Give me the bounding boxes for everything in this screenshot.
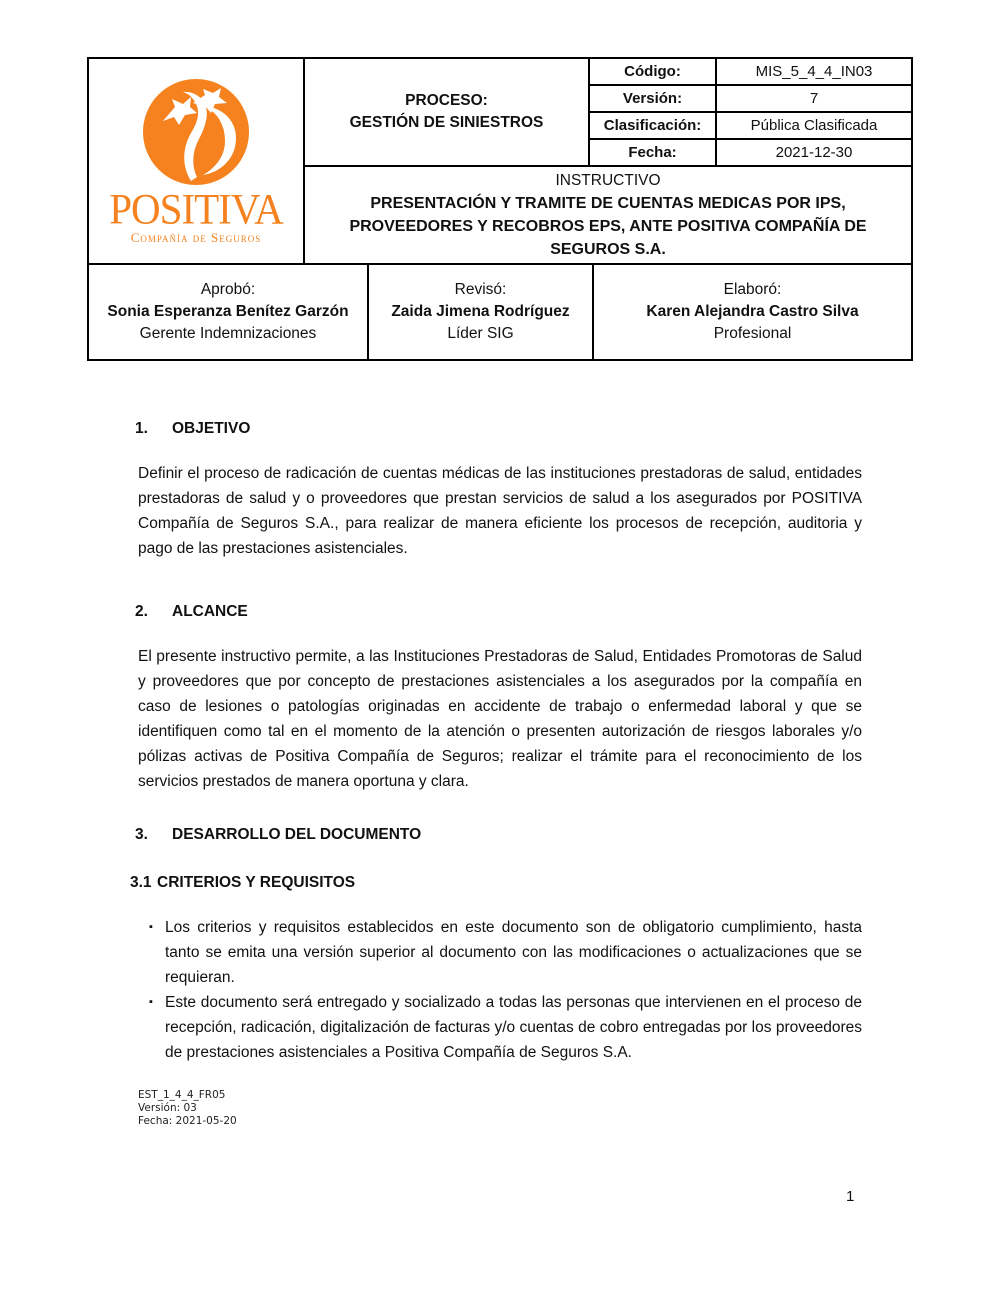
signatures-row [87,265,913,361]
meta-label-codigo: Código: [590,59,717,86]
signature-reviso [367,265,592,359]
meta-label-fecha: Fecha: [590,140,717,167]
document-header-table [87,57,913,265]
positiva-logo-icon [141,77,251,187]
document-title-cell [305,167,911,263]
list-item [138,990,862,1065]
section-heading-desarrollo [135,826,862,844]
signature-name: Karen Alejandra Castro Silva [646,303,859,320]
section-title: DESARROLLO DEL DOCUMENTO [172,826,422,843]
meta-value-clasificacion: Pública Clasificada [717,113,911,140]
process-name: GESTIÓN DE SINIESTROS [349,114,544,131]
signature-elaboro [592,265,911,359]
paragraph-alcance: El presente instructivo permite, a las Instituciones Prestadoras de Salud, Entidades Promotoras de Salud y proveedores que por concepto de prestaciones asistenciales a los asegurados por la compañía en caso de lesiones o patologías originadas en accidente de trabajo o enfermedad laboral y que se identifiquen como tal en el momento de la atención o presenten autorización de riesgos laborales y/o pólizas activas de Positiva Compañía de Seguros; realizar el trámite para el reconocimiento de los servicios prestados de manera oportuna y clara. [138,648,862,790]
footer-fine-print [138,1089,862,1128]
section-title: ALCANCE [172,603,248,620]
brand-wordmark: POSITIVA [109,184,283,234]
document-title: PRESENTACIÓN Y TRAMITE DE CUENTAS MEDICAS POR IPS, PROVEEDORES Y RECOBROS EPS, ANTE POSITIVA COMPAÑÍA DE SEGUROS S.A. [349,195,867,258]
paragraph-objetivo: Definir el proceso de radicación de cuentas médicas de las instituciones prestadoras de salud, entidades prestadoras de salud y o proveedores que prestan servicios de salud a los asegurados por POSITIVA Compañía de Seguros S.A., para realizar de manera eficiente los procesos de recepción, auditoria y pago de las prestaciones asistenciales. [138,465,862,557]
signature-role: Aprobó: [200,281,256,298]
list-item [138,915,862,990]
page-number: 1 [846,1188,855,1205]
meta-value-codigo: MIS_5_4_4_IN03 [717,59,911,86]
meta-value-version: 7 [717,86,911,113]
subsection-title: CRITERIOS Y REQUISITOS [157,874,356,891]
section-number: 3. [135,826,148,843]
signature-role: Revisó: [454,281,507,298]
footer-version: Versión: 03 [138,1102,197,1114]
bullet-icon: ▪ [149,996,153,1008]
bullet-icon: ▪ [149,921,153,933]
document-type: INSTRUCTIVO [555,172,661,189]
logo [89,59,305,263]
meta-label-clasificacion: Clasificación: [590,113,717,140]
subsection-number: 3.1 [130,874,152,891]
signature-role: Elaboró: [723,281,782,298]
signature-title: Líder SIG [447,325,514,342]
footer-date: Fecha: 2021-05-20 [138,1115,237,1127]
bullet-text: Los criterios y requisitos establecidos en este documento son de obligatorio cumplimiento, hasta tanto se emita una versión superior al documento con las modificaciones o actualizaciones que se requieran. [165,919,862,986]
section-heading-objetivo [135,420,862,438]
signature-name: Zaida Jimena Rodríguez [391,303,570,320]
process-cell [305,59,590,167]
brand-tagline: Compañía de Seguros [130,230,262,245]
signature-name: Sonia Esperanza Benítez Garzón [107,303,349,320]
bullet-list [138,915,862,1065]
signature-title: Profesional [713,325,792,342]
meta-label-version: Versión: [590,86,717,113]
section-heading-alcance [135,603,862,621]
subsection-heading-criterios [130,874,862,892]
section-title: OBJETIVO [172,420,251,437]
signature-aprobo [89,265,367,359]
footer-code: EST_1_4_4_FR05 [138,1089,226,1101]
signature-title: Gerente Indemnizaciones [139,325,317,342]
section-number: 2. [135,603,148,620]
document-body [130,361,862,1128]
section-number: 1. [135,420,148,437]
meta-value-fecha: 2021-12-30 [717,140,911,167]
bullet-text: Este documento será entregado y socializado a todas las personas que intervienen en el proceso de recepción, radicación, digitalización de facturas y/o cuentas de cobro entregadas por los proveedores de prestaciones asistenciales a Positiva Compañía de Seguros S.A. [165,994,862,1061]
process-label: PROCESO: [405,92,488,109]
